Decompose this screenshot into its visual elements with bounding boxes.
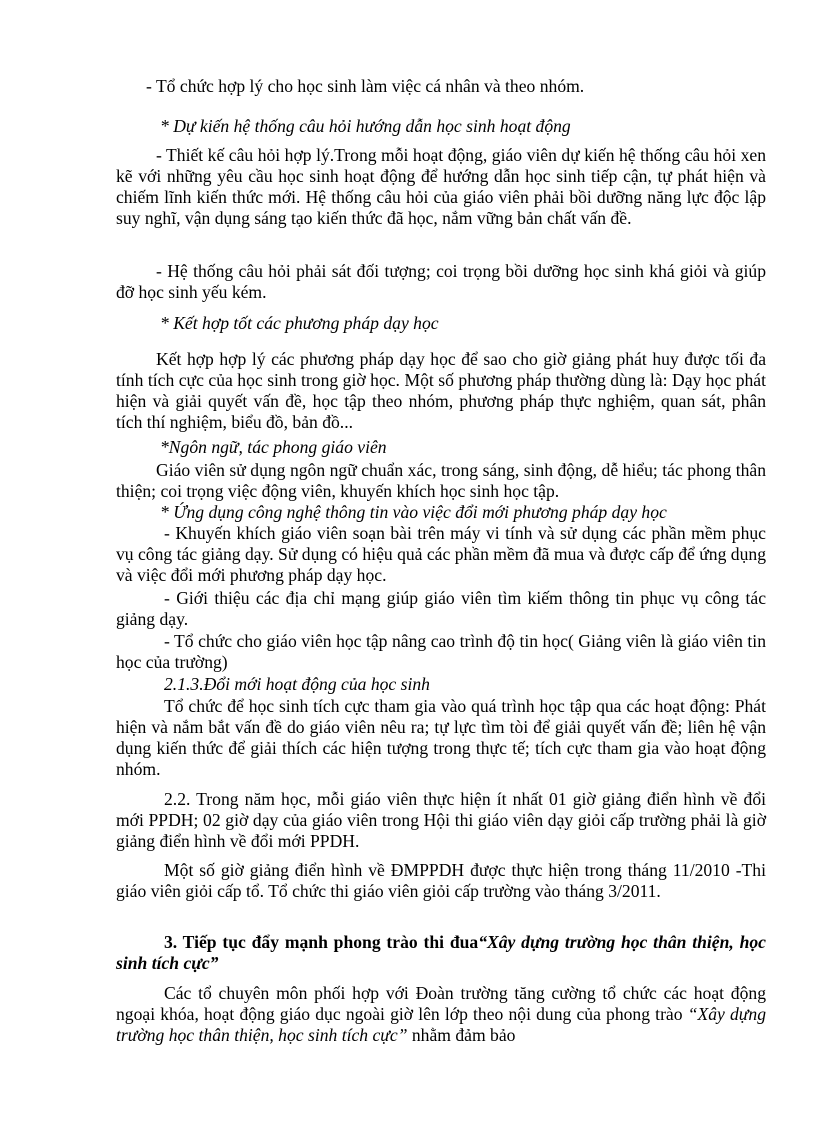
heading-teacher-language: *Ngôn ngữ, tác phong giáo viên [160, 437, 387, 457]
paragraph-extracurricular-end: nhằm đảm bảo [407, 1025, 516, 1045]
paragraph-student-activity: Tổ chức để học sinh tích cực tham gia vào quá trình học tập qua các hoạt động: Phát hiện và nắm bắt vấn đề do giáo viên nêu ra; tự lực tìm tòi để giải quyết vấn đề; liên hệ vận dụng kiến thức để giải thích các hiện tượng trong thực tế; tích cực tham gia vào hoạt động nhóm. [116, 696, 766, 779]
heading-teaching-methods: * Kết hợp tốt các phương pháp dạy học [160, 313, 439, 333]
paragraph-teacher-language: Giáo viên sử dụng ngôn ngữ chuẩn xác, trong sáng, sinh động, dễ hiểu; tác phong thân thiện; coi trọng việc động viên, khuyến khích học sinh học tập. [116, 460, 766, 501]
heading-student-activity: 2.1.3.Đổi mới hoạt động của học sinh [164, 674, 430, 694]
heading-it-application: * Ứng dụng công nghệ thông tin vào việc đổi mới phương pháp dạy học [160, 502, 667, 522]
paragraph-it-software: - Khuyến khích giáo viên soạn bài trên máy vi tính và sử dụng các phần mềm phục vụ công tác giảng dạy. Sử dụng có hiệu quả các phần mềm đã mua và được cấp để ứng dụng và việc đổi mới phương pháp dạy học. [116, 523, 766, 585]
paragraph-group-work: - Tổ chức hợp lý cho học sinh làm việc cá nhân và theo nhóm. [146, 76, 585, 96]
heading-emulation-title: “Xây dựng trường học thân thiện, học sinh tích cực” [116, 932, 766, 973]
paragraph-teaching-methods: Kết hợp hợp lý các phương pháp dạy học để sao cho giờ giảng phát huy được tối đa tính tích cực của học sinh trong giờ học. Một số phương pháp thường dùng là: Dạy học phát hiện và giải quyết vấn đề, học tập theo nhóm, phương pháp thực nghiệm, quan sát, phân tích thí nghiệm, biểu đồ, bản đồ... [116, 349, 766, 432]
heading-emulation-prefix: 3. Tiếp tục đẩy mạnh phong trào thi đua [164, 932, 479, 952]
paragraph-extracurricular [116, 983, 766, 1046]
paragraph-question-design: - Thiết kế câu hỏi hợp lý.Trong mỗi hoạt động, giáo viên dự kiến hệ thống câu hỏi xen kẽ với những yêu cầu học sinh hoạt động để hướng dẫn học sinh tiếp cận, tự phát hiện và chiếm lĩnh kiến thức mới. Hệ thống câu hỏi của giáo viên phải bồi dưỡng năng lực độc lập suy nghĩ, vận dụng sáng tạo kiến thức đã học, nắm vững bản chất vấn đề. [116, 145, 766, 228]
paragraph-it-network: - Giới thiệu các địa chỉ mạng giúp giáo viên tìm kiếm thông tin phục vụ công tác giảng dạy. [116, 588, 766, 629]
paragraph-lesson-schedule: Một số giờ giảng điển hình về ĐMPPDH được thực hiện trong tháng 11/2010 -Thi giáo viên giỏi cấp tổ. Tổ chức thi giáo viên giỏi cấp trường vào tháng 3/2011. [116, 860, 766, 901]
paragraph-question-targeting: - Hệ thống câu hỏi phải sát đối tượng; coi trọng bồi dưỡng học sinh khá giỏi và giúp đỡ học sinh yếu kém. [116, 261, 766, 302]
paragraph-extracurricular-quote: “Xây dựng trường học thân thiện, học sinh tích cực” [116, 1004, 766, 1045]
heading-question-system: * Dự kiến hệ thống câu hỏi hướng dẫn học sinh hoạt động [160, 116, 571, 136]
paragraph-it-training: - Tổ chức cho giáo viên học tập nâng cao trình độ tin học( Giảng viên là giáo viên tin học của trường) [116, 631, 766, 672]
paragraph-model-lessons: 2.2. Trong năm học, mỗi giáo viên thực hiện ít nhất 01 giờ giảng điển hình về đổi mới PPDH; 02 giờ dạy của giáo viên trong Hội thi giáo viên dạy giỏi cấp trường phải là giờ giảng điển hình về đổi mới PPDH. [116, 789, 766, 851]
paragraph-extracurricular-text: Các tổ chuyên môn phối hợp với Đoàn trường tăng cường tổ chức các hoạt động ngoại khóa, hoạt động giáo dục ngoài giờ lên lớp theo nội dung của phong trào [116, 983, 766, 1024]
heading-emulation-movement [116, 932, 766, 974]
